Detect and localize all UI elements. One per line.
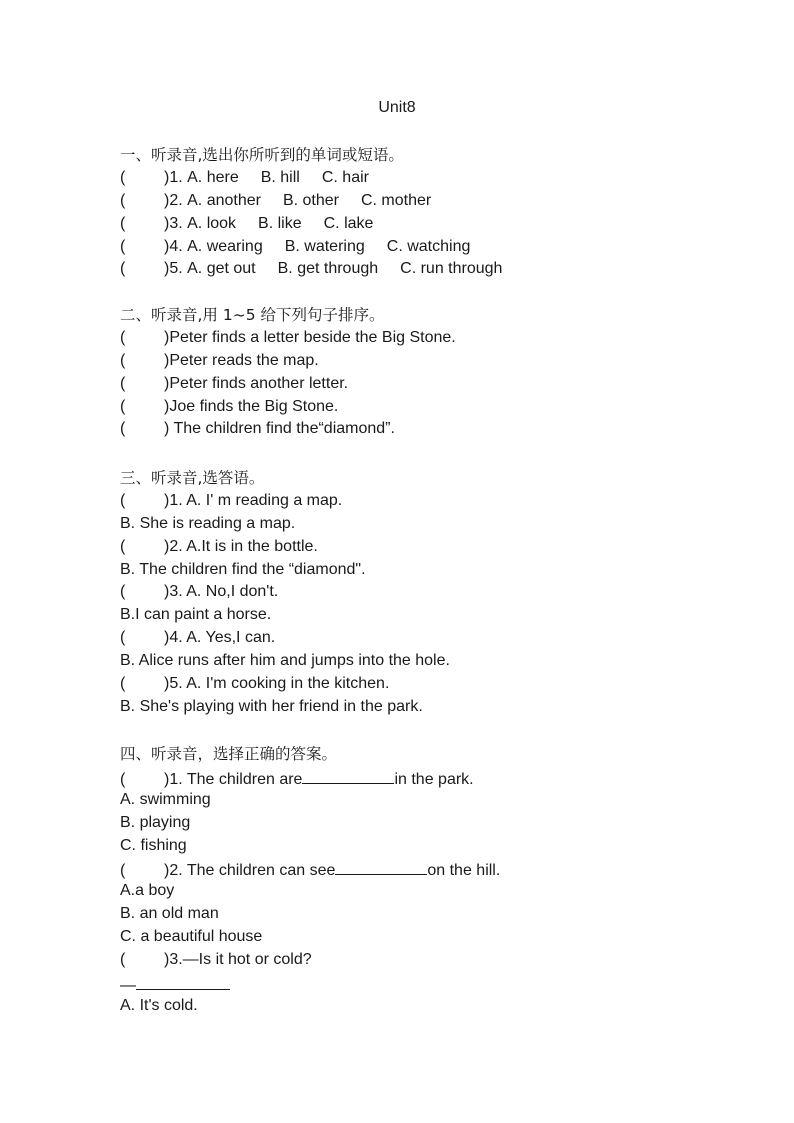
s4-question-1 <box>120 766 760 789</box>
s3-question-5 <box>120 673 760 696</box>
answer-paren[interactable]: ( <box>120 328 126 346</box>
s3-option-b-1: B. She is reading a map. <box>120 514 296 532</box>
sentence-text: )Joe finds the Big Stone. <box>164 397 339 415</box>
s3-question-2 <box>120 536 760 559</box>
option-b: B. hill <box>260 168 300 186</box>
s3-option-b-5: B. She's playing with her friend in the park. <box>120 697 423 715</box>
option-c: C. lake <box>323 214 374 232</box>
answer-paren[interactable]: ( <box>120 862 126 880</box>
answer-paren[interactable]: ( <box>120 537 126 555</box>
s4-q3-response-line <box>120 972 760 995</box>
option-b: B. other <box>282 191 339 209</box>
s4-q1-option-b: B. playing <box>120 813 191 831</box>
answer-paren[interactable]: ( <box>120 374 126 392</box>
page-title: Unit8 <box>378 99 416 116</box>
question-number: )5. <box>164 260 183 278</box>
s3-question-4 <box>120 627 760 650</box>
s3-option-b-2: B. The children find the “diamond". <box>120 560 366 578</box>
question-number: )1. <box>164 168 183 186</box>
s2-sentence-5 <box>120 418 760 441</box>
answer-paren[interactable]: ( <box>120 260 126 278</box>
sentence-text: )Peter finds a letter beside the Big Stone. <box>164 328 456 346</box>
section-2-heading: 二、听录音,用 1~5 给下列句子排序。 <box>120 306 385 324</box>
question-text: )5. A. I'm cooking in the kitchen. <box>164 675 390 693</box>
s1-question-3 <box>120 213 760 236</box>
answer-blank[interactable] <box>335 857 427 875</box>
answer-paren[interactable]: ( <box>120 951 126 969</box>
s4-q3-option-a: A. It's cold. <box>120 996 198 1014</box>
s3-option-b-4: B. Alice runs after him and jumps into the hole. <box>120 652 450 670</box>
question-number: )2. <box>164 191 183 209</box>
answer-paren[interactable]: ( <box>120 583 126 601</box>
section-4-heading: 四、听录音，选择正确的答案。 <box>120 745 338 763</box>
s1-question-2 <box>120 190 760 213</box>
question-text: )3.—Is it hot or cold? <box>164 951 312 969</box>
option-c: C. run through <box>400 260 503 278</box>
question-text: )4. A. Yes,I can. <box>164 629 276 647</box>
sentence-text: )Peter finds another letter. <box>164 374 349 392</box>
option-b: B. get through <box>277 260 379 278</box>
answer-paren[interactable]: ( <box>120 191 126 209</box>
s3-question-3 <box>120 581 760 604</box>
answer-paren[interactable]: ( <box>120 397 126 415</box>
s2-sentence-2 <box>120 350 760 373</box>
s4-question-3 <box>120 949 760 972</box>
question-text: )2. The children can see <box>164 862 336 880</box>
question-text: )3. A. No,I don't. <box>164 583 279 601</box>
s2-sentence-1 <box>120 327 760 350</box>
s4-q1-option-c: C. fishing <box>120 836 187 854</box>
s1-question-4 <box>120 236 760 259</box>
sentence-text: )Peter reads the map. <box>164 351 319 369</box>
s4-question-2 <box>120 857 760 880</box>
answer-paren[interactable]: ( <box>120 237 126 255</box>
answer-paren[interactable]: ( <box>120 675 126 693</box>
answer-paren[interactable]: ( <box>120 629 126 647</box>
answer-paren[interactable]: ( <box>120 214 126 232</box>
answer-blank[interactable] <box>302 766 394 784</box>
s2-sentence-3 <box>120 373 760 396</box>
question-text: )1. The children are <box>164 770 303 788</box>
option-b: B. like <box>258 214 302 232</box>
option-a: A. get out <box>187 260 256 278</box>
option-a: A. look <box>187 214 237 232</box>
s4-q2-option-b: B. an old man <box>120 905 219 923</box>
question-text: )2. A.It is in the bottle. <box>164 537 318 555</box>
option-a: A. another <box>187 191 261 209</box>
s1-question-5 <box>120 258 760 281</box>
s3-option-b-3: B.I can paint a horse. <box>120 606 272 624</box>
answer-paren[interactable]: ( <box>120 491 126 509</box>
answer-paren[interactable]: ( <box>120 770 126 788</box>
section-4 <box>120 743 760 1018</box>
section-3-heading: 三、听录音,选答语。 <box>120 469 265 487</box>
option-c: C. watching <box>386 237 471 255</box>
answer-paren[interactable]: ( <box>120 351 126 369</box>
s4-q1-option-a: A. swimming <box>120 790 211 808</box>
section-2 <box>120 304 760 441</box>
question-text-end: on the hill. <box>427 862 501 880</box>
section-1 <box>120 144 760 281</box>
option-c: C. hair <box>321 168 369 186</box>
answer-paren[interactable]: ( <box>120 420 126 438</box>
s4-q2-option-c: C. a beautiful house <box>120 928 263 946</box>
question-text-end: in the park. <box>394 770 474 788</box>
s4-q2-option-a: A.a boy <box>120 882 175 900</box>
s2-sentence-4 <box>120 396 760 419</box>
dash-prefix: — <box>120 976 136 994</box>
question-text: )1. A. I' m reading a map. <box>164 491 343 509</box>
section-3 <box>120 467 760 719</box>
s3-question-1 <box>120 490 760 513</box>
answer-paren[interactable]: ( <box>120 168 126 186</box>
sentence-text: ) The children find the“diamond”. <box>164 420 395 438</box>
s1-question-1 <box>120 167 760 190</box>
option-b: B. watering <box>284 237 365 255</box>
answer-blank[interactable] <box>136 972 230 990</box>
question-number: )4. <box>164 237 183 255</box>
section-1-heading: 一、听录音,选出你所听到的单词或短语。 <box>120 146 404 164</box>
question-number: )3. <box>164 214 183 232</box>
option-c: C. mother <box>360 191 432 209</box>
option-a: A. wearing <box>187 237 263 255</box>
option-a: A. here <box>187 168 239 186</box>
